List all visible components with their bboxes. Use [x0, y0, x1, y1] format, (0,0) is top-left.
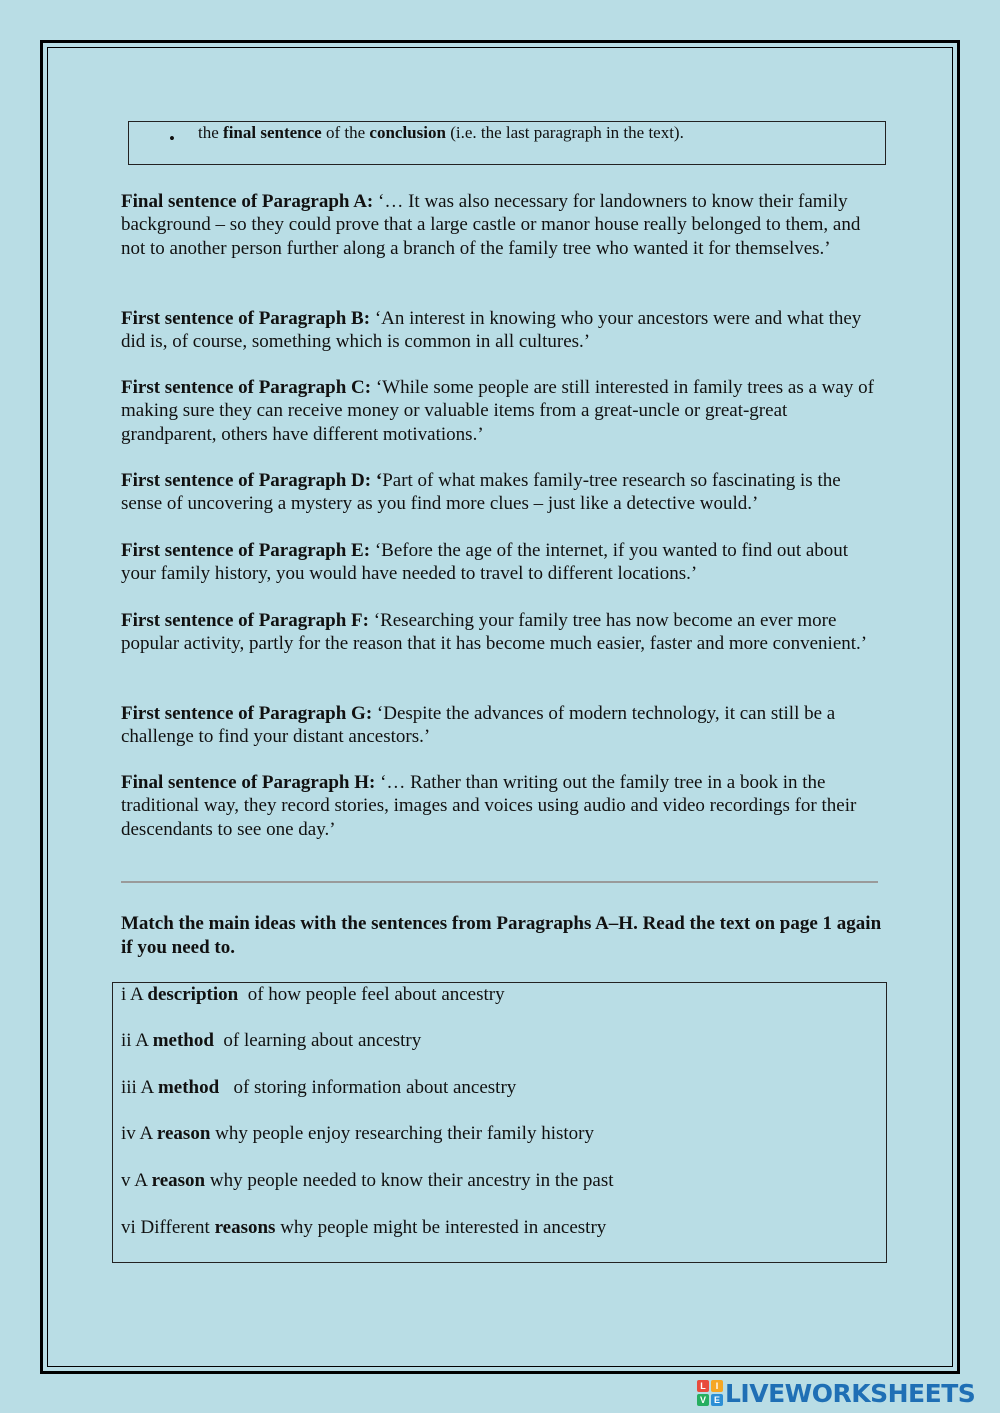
sentence-paragraph-e: First sentence of Paragraph E: ‘Before the age of the internet, if you wanted to find out about your family history, you would have needed to travel to different locations.’ [121, 540, 849, 585]
main-ideas-box [112, 982, 887, 1263]
logo-letter-v: V [697, 1394, 709, 1406]
main-idea-v: v A reason why people needed to know their ancestry in the past [121, 1170, 614, 1191]
sentence-paragraph-a: Final sentence of Paragraph A: ‘… It was also necessary for landowners to know their family background – so they could prove that a large castle or manor house really belonged to them, and not to another person further along a branch of the family tree who wanted it for themselves.’ [121, 191, 861, 259]
logo-letter-l: L [697, 1380, 709, 1392]
sentence-paragraph-g: First sentence of Paragraph G: ‘Despite the advances of modern technology, it can still be a challenge to find your distant ancestors.’ [121, 703, 836, 748]
sentence-paragraph-d: First sentence of Paragraph D: ‘Part of what makes family-tree research so fascinating is the sense of uncovering a mystery as you find more clues – just like a detective would.’ [121, 470, 841, 515]
main-idea-iv: iv A reason why people enjoy researching their family history [121, 1123, 594, 1144]
section-divider [121, 881, 878, 883]
liveworksheets-logo[interactable] [697, 1376, 975, 1410]
sentence-paragraph-h: Final sentence of Paragraph H: ‘… Rather than writing out the family tree in a book in the traditional way, they record stories, images and voices using audio and video recordings for their descendants to see one day.’ [121, 772, 857, 840]
main-idea-i: i A description of how people feel about ancestry [121, 984, 505, 1005]
main-idea-iii: iii A method of storing information about ancestry [121, 1077, 517, 1098]
matching-instruction: Match the main ideas with the sentences from Paragraphs A–H. Read the text on page 1 again if you need to. [121, 913, 882, 958]
liveworksheets-logo-text: LIVEWORKSHEETS [725, 1378, 976, 1408]
conclusion-note-box [128, 121, 886, 165]
bullet-dot-icon: • [169, 129, 175, 148]
main-idea-vi: vi Different reasons why people might be interested in ancestry [121, 1217, 607, 1238]
sentence-paragraph-f: First sentence of Paragraph F: ‘Researching your family tree has now become an ever more popular activity, partly for the reason that it has become much easier, faster and more convenient.’ [121, 610, 868, 655]
sentence-paragraph-c: First sentence of Paragraph C: ‘While some people are still interested in family trees as a way of making sure they can receive money or valuable items from a great-uncle or great-great grandparent, others have different motivations.’ [121, 377, 874, 445]
conclusion-note: the final sentence of the conclusion (i.e. the last paragraph in the text). [198, 123, 684, 142]
sentence-paragraph-b: First sentence of Paragraph B: ‘An interest in knowing who your ancestors were and what they did is, of course, something which is common in all cultures.’ [121, 308, 862, 353]
liveworksheets-logo-icon [697, 1380, 723, 1406]
logo-letter-i: I [711, 1380, 723, 1392]
main-idea-ii: ii A method of learning about ancestry [121, 1030, 422, 1051]
logo-letter-e: E [711, 1394, 723, 1406]
